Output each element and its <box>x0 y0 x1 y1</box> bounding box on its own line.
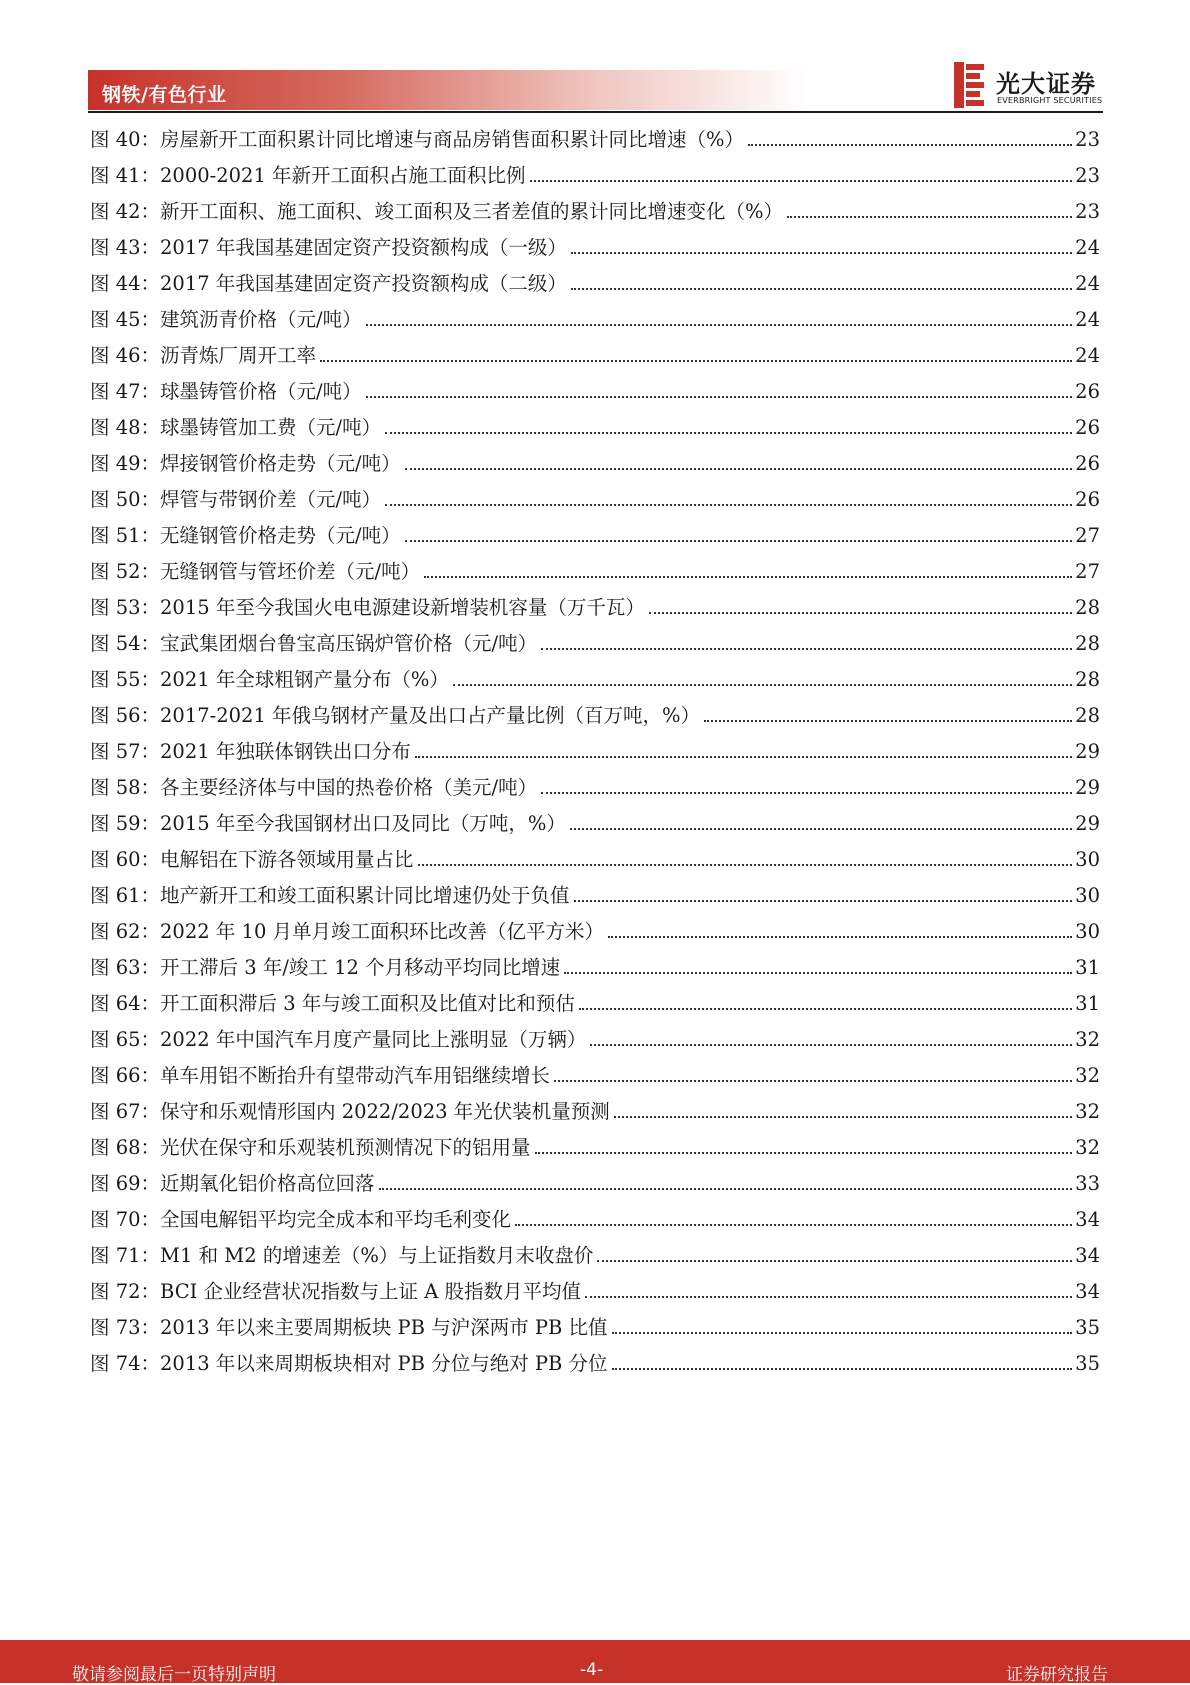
toc-dot-leader <box>614 1116 1072 1118</box>
toc-entry-label: 图 64： <box>90 992 161 1015</box>
toc-entry-title: 各主要经济体与中国的热卷价格（美元/吨） <box>160 776 538 799</box>
toc-entry-title: 房屋新开工面积累计同比增速与商品房销售面积累计同比增速（%） <box>160 128 745 151</box>
toc-entry-label: 图 40： <box>90 128 161 151</box>
toc-entry[interactable] <box>90 446 1100 482</box>
toc-entry-label: 图 52： <box>90 560 161 583</box>
page-number: -4- <box>580 1660 604 1680</box>
toc-dot-leader <box>541 792 1072 794</box>
toc-entry-label: 图 66： <box>90 1064 161 1087</box>
toc-dot-leader <box>704 720 1072 722</box>
toc-entry[interactable] <box>90 878 1100 914</box>
toc-entry-page: 26 <box>1075 416 1100 439</box>
toc-entry-label: 图 67： <box>90 1100 161 1123</box>
toc-entry-title: 开工滞后 3 年/竣工 12 个月移动平均同比增速 <box>160 956 561 979</box>
toc-entry-page: 32 <box>1075 1064 1100 1087</box>
toc-dot-leader <box>570 828 1072 830</box>
toc-dot-leader <box>579 1008 1072 1010</box>
toc-entry-page: 23 <box>1075 128 1100 151</box>
toc-entry-title: 开工面积滞后 3 年与竣工面积及比值对比和预估 <box>160 992 575 1015</box>
toc-entry-label: 图 73： <box>90 1316 161 1339</box>
toc-entry-title: 无缝钢管与管坯价差（元/吨） <box>160 560 421 583</box>
toc-entry-label: 图 53： <box>90 596 161 619</box>
toc-entry-title: 2013 年以来周期板块相对 PB 分位与绝对 PB 分位 <box>160 1352 608 1375</box>
toc-entry-title: 单车用铝不断抬升有望带动汽车用铝继续增长 <box>160 1064 551 1087</box>
toc-dot-leader <box>366 396 1073 398</box>
toc-entry-label: 图 63： <box>90 956 161 979</box>
toc-entry-page: 35 <box>1075 1316 1100 1339</box>
toc-entry[interactable] <box>90 1238 1100 1274</box>
toc-entry-title: 宝武集团烟台鲁宝高压锅炉管价格（元/吨） <box>160 632 538 655</box>
toc-entry-page: 26 <box>1075 380 1100 403</box>
toc-dot-leader <box>554 1080 1072 1082</box>
toc-dot-leader <box>571 252 1072 254</box>
logo-name-en: EVERBRIGHT SECURITIES <box>997 96 1103 105</box>
toc-entry-label: 图 44： <box>90 272 161 295</box>
toc-entry-page: 30 <box>1075 920 1100 943</box>
everbright-logo-icon <box>954 62 986 108</box>
toc-entry[interactable] <box>90 1130 1100 1166</box>
toc-entry-title: 2017 年我国基建固定资产投资额构成（二级） <box>160 272 567 295</box>
toc-dot-leader <box>541 648 1072 650</box>
toc-entry[interactable] <box>90 950 1100 986</box>
toc-entry-page: 31 <box>1075 956 1100 979</box>
toc-entry-page: 28 <box>1075 668 1100 691</box>
toc-dot-leader <box>574 900 1073 902</box>
toc-entry-label: 图 56： <box>90 704 161 727</box>
toc-entry-title: 焊接钢管价格走势（元/吨） <box>160 452 401 475</box>
toc-entry-page: 32 <box>1075 1100 1100 1123</box>
toc-dot-leader <box>515 1224 1072 1226</box>
toc-entry-label: 图 48： <box>90 416 161 439</box>
toc-entry-label: 图 58： <box>90 776 161 799</box>
toc-entry[interactable] <box>90 1274 1100 1310</box>
toc-entry-title: 2022 年 10 月单月竣工面积环比改善（亿平方米） <box>160 920 605 943</box>
toc-entry-label: 图 65： <box>90 1028 161 1051</box>
toc-dot-leader <box>415 756 1072 758</box>
toc-dot-leader <box>418 864 1073 866</box>
toc-entry-page: 24 <box>1075 308 1100 331</box>
toc-entry-label: 图 47： <box>90 380 161 403</box>
toc-entry[interactable] <box>90 338 1100 374</box>
toc-entry-page: 26 <box>1075 488 1100 511</box>
toc-dot-leader <box>424 576 1072 578</box>
toc-entry[interactable] <box>90 698 1100 734</box>
toc-entry[interactable] <box>90 1022 1100 1058</box>
toc-entry-page: 34 <box>1075 1280 1100 1303</box>
toc-entry-page: 32 <box>1075 1028 1100 1051</box>
toc-dot-leader <box>649 612 1072 614</box>
toc-entry[interactable] <box>90 842 1100 878</box>
toc-entry-label: 图 51： <box>90 524 161 547</box>
toc-entry[interactable] <box>90 1346 1100 1382</box>
toc-entry-title: 2013 年以来主要周期板块 PB 与沪深两市 PB 比值 <box>160 1316 608 1339</box>
toc-dot-leader <box>535 1152 1073 1154</box>
report-type: 证券研究报告 <box>1006 1665 1108 1685</box>
toc-entry-page: 26 <box>1075 452 1100 475</box>
toc-entry[interactable] <box>90 302 1100 338</box>
toc-entry-title: 球墨铸管加工费（元/吨） <box>160 416 382 439</box>
toc-entry-label: 图 74： <box>90 1352 161 1375</box>
logo-name-cn: 光大证券 <box>996 70 1096 98</box>
toc-entry-title: 焊管与带钢价差（元/吨） <box>160 488 382 511</box>
toc-entry-page: 33 <box>1075 1172 1100 1195</box>
toc-dot-leader <box>379 1188 1073 1190</box>
toc-entry-page: 35 <box>1075 1352 1100 1375</box>
toc-entry-page: 27 <box>1075 560 1100 583</box>
toc-dot-leader <box>453 684 1072 686</box>
toc-entry[interactable] <box>90 1310 1100 1346</box>
toc-entry-title: 2022 年中国汽车月度产量同比上涨明显（万辆） <box>160 1028 587 1051</box>
toc-entry-label: 图 60： <box>90 848 161 871</box>
toc-entry-title: 2021 年独联体钢铁出口分布 <box>160 740 411 763</box>
toc-entry-page: 34 <box>1075 1208 1100 1231</box>
toc-entry-page: 24 <box>1075 344 1100 367</box>
toc-entry[interactable] <box>90 266 1100 302</box>
toc-dot-leader <box>612 1332 1073 1334</box>
toc-entry[interactable] <box>90 482 1100 518</box>
toc-entry-label: 图 43： <box>90 236 161 259</box>
toc-entry-label: 图 41： <box>90 164 161 187</box>
header-divider <box>88 111 1103 113</box>
toc-entry[interactable] <box>90 410 1100 446</box>
toc-entry[interactable] <box>90 1058 1100 1094</box>
toc-dot-leader <box>590 1044 1072 1046</box>
toc-entry-label: 图 59： <box>90 812 161 835</box>
toc-entry[interactable] <box>90 770 1100 806</box>
toc-entry-page: 34 <box>1075 1244 1100 1267</box>
toc-entry-title: 2017 年我国基建固定资产投资额构成（一级） <box>160 236 567 259</box>
toc-entry-title: 地产新开工和竣工面积累计同比增速仍处于负值 <box>160 884 570 907</box>
toc-dot-leader <box>320 360 1072 362</box>
toc-entry-title: M1 和 M2 的增速差（%）与上证指数月末收盘价 <box>160 1244 594 1267</box>
toc-dot-leader <box>366 324 1073 326</box>
toc-entry[interactable] <box>90 194 1100 230</box>
toc-entry-label: 图 57： <box>90 740 161 763</box>
toc-entry-label: 图 50： <box>90 488 161 511</box>
toc-entry-page: 29 <box>1075 812 1100 835</box>
toc-entry-label: 图 62： <box>90 920 161 943</box>
toc-entry[interactable] <box>90 986 1100 1022</box>
toc-dot-leader <box>608 936 1072 938</box>
toc-entry-page: 29 <box>1075 740 1100 763</box>
toc-entry-label: 图 70： <box>90 1208 161 1231</box>
toc-entry-label: 图 69： <box>90 1172 161 1195</box>
toc-entry-title: 电解铝在下游各领域用量占比 <box>160 848 414 871</box>
toc-entry-label: 图 68： <box>90 1136 161 1159</box>
toc-entry-title: 建筑沥青价格（元/吨） <box>160 308 362 331</box>
table-of-figures <box>90 122 1100 1382</box>
toc-dot-leader <box>597 1260 1072 1262</box>
toc-entry-title: 2021 年全球粗钢产量分布（%） <box>160 668 449 691</box>
toc-entry-page: 29 <box>1075 776 1100 799</box>
toc-entry-title: 新开工面积、施工面积、竣工面积及三者差值的累计同比增速变化（%） <box>160 200 784 223</box>
toc-entry[interactable] <box>90 626 1100 662</box>
toc-entry[interactable] <box>90 230 1100 266</box>
toc-entry-title: 光伏在保守和乐观装机预测情况下的铝用量 <box>160 1136 531 1159</box>
toc-entry-page: 31 <box>1075 992 1100 1015</box>
toc-entry-label: 图 49： <box>90 452 161 475</box>
toc-dot-leader <box>385 504 1072 506</box>
toc-dot-leader <box>612 1368 1073 1370</box>
toc-entry[interactable] <box>90 518 1100 554</box>
toc-entry-page: 23 <box>1075 164 1100 187</box>
toc-entry[interactable] <box>90 1094 1100 1130</box>
toc-dot-leader <box>405 540 1073 542</box>
toc-entry-title: 沥青炼厂周开工率 <box>160 344 317 367</box>
section-title: 钢铁/有色行业 <box>102 84 227 106</box>
toc-entry-page: 30 <box>1075 884 1100 907</box>
toc-entry-title: 保守和乐观情形国内 2022/2023 年光伏装机量预测 <box>160 1100 610 1123</box>
toc-entry-title: 2017-2021 年俄乌钢材产量及出口占产量比例（百万吨，%） <box>160 704 701 727</box>
toc-entry-page: 27 <box>1075 524 1100 547</box>
toc-entry-label: 图 54： <box>90 632 161 655</box>
toc-entry[interactable] <box>90 590 1100 626</box>
toc-entry-page: 28 <box>1075 632 1100 655</box>
toc-entry-page: 24 <box>1075 236 1100 259</box>
toc-entry-label: 图 45： <box>90 308 161 331</box>
toc-entry-title: 球墨铸管价格（元/吨） <box>160 380 362 403</box>
toc-entry[interactable] <box>90 662 1100 698</box>
toc-entry-page: 23 <box>1075 200 1100 223</box>
toc-entry[interactable] <box>90 806 1100 842</box>
toc-entry-label: 图 46： <box>90 344 161 367</box>
toc-dot-leader <box>385 432 1072 434</box>
toc-entry-label: 图 42： <box>90 200 161 223</box>
toc-entry[interactable] <box>90 122 1100 158</box>
toc-entry-title: 2015 年至今我国钢材出口及同比（万吨，%） <box>160 812 566 835</box>
toc-dot-leader <box>405 468 1073 470</box>
toc-entry-title: 2015 年至今我国火电电源建设新增装机容量（万千瓦） <box>160 596 645 619</box>
toc-entry-page: 30 <box>1075 848 1100 871</box>
toc-entry-label: 图 72： <box>90 1280 161 1303</box>
company-logo <box>954 62 1104 108</box>
toc-entry[interactable] <box>90 158 1100 194</box>
toc-entry-page: 28 <box>1075 596 1100 619</box>
toc-dot-leader <box>748 144 1072 146</box>
toc-dot-leader <box>530 180 1073 182</box>
toc-dot-leader <box>585 1296 1072 1298</box>
toc-entry[interactable] <box>90 1166 1100 1202</box>
toc-entry[interactable] <box>90 1202 1100 1238</box>
toc-entry-page: 32 <box>1075 1136 1100 1159</box>
toc-dot-leader <box>564 972 1072 974</box>
toc-entry-label: 图 71： <box>90 1244 161 1267</box>
toc-entry[interactable] <box>90 914 1100 950</box>
toc-entry-label: 图 55： <box>90 668 161 691</box>
footer-disclaimer: 敬请参阅最后一页特别声明 <box>72 1665 276 1685</box>
toc-entry[interactable] <box>90 554 1100 590</box>
toc-entry[interactable] <box>90 734 1100 770</box>
toc-dot-leader <box>571 288 1072 290</box>
toc-entry-title: 无缝钢管价格走势（元/吨） <box>160 524 401 547</box>
toc-dot-leader <box>787 216 1072 218</box>
toc-entry-label: 图 61： <box>90 884 161 907</box>
toc-entry-page: 24 <box>1075 272 1100 295</box>
toc-entry-page: 28 <box>1075 704 1100 727</box>
toc-entry-title: 2000-2021 年新开工面积占施工面积比例 <box>160 164 526 187</box>
toc-entry-title: 全国电解铝平均完全成本和平均毛利变化 <box>160 1208 512 1231</box>
toc-entry-title: BCI 企业经营状况指数与上证 A 股指数月平均值 <box>160 1280 582 1303</box>
toc-entry-title: 近期氧化铝价格高位回落 <box>160 1172 375 1195</box>
toc-entry[interactable] <box>90 374 1100 410</box>
